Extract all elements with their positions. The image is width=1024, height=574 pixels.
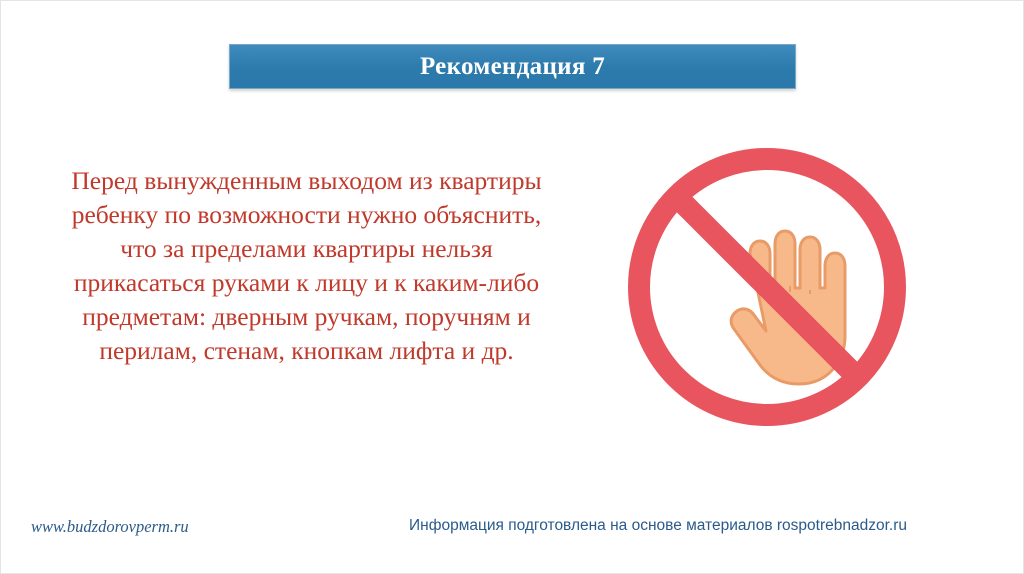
title-banner <box>229 44 796 89</box>
footer-source-note: Информация подготовлена на основе материалов rospotrebnadzor.ru <box>409 517 907 534</box>
page-title: Рекомендация 7 <box>419 53 606 80</box>
no-touching-hand-prohibition-icon <box>622 142 912 432</box>
recommendation-body-text: Перед вынужденным выходом из квартиры ребенку по возможности нужно объяснить, что за пределами квартиры нельзя прикасаться руками к лицу и к каким-либо предметам: дверным ручкам, поручням и перилам, стенам, кнопкам лифта и др. <box>71 166 542 365</box>
footer-site-link[interactable]: www.budzdorovperm.ru <box>31 517 189 536</box>
